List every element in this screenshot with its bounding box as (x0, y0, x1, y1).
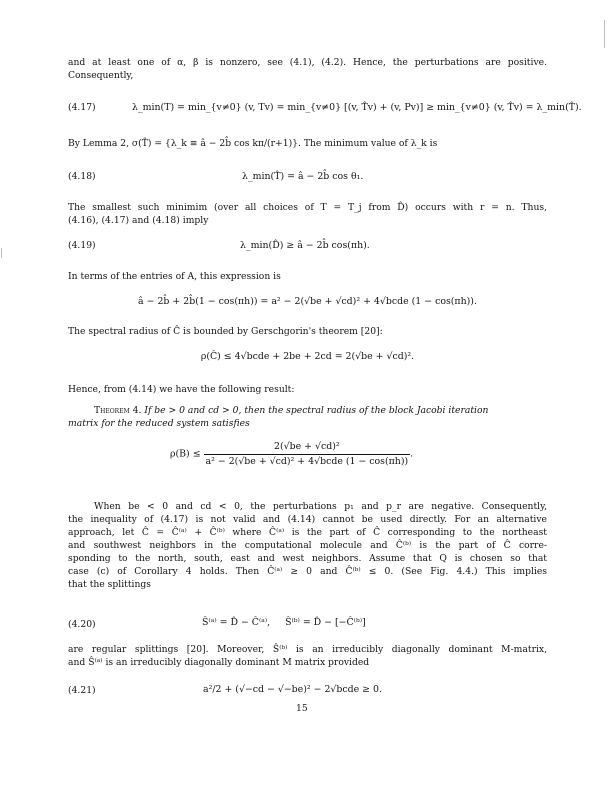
fraction (204, 441, 411, 468)
paragraph-line: In terms of the entries of A, this expression is (68, 271, 281, 282)
equation-number: (4.19) (68, 240, 96, 251)
paragraph-line: case (c) of Corollary 4 holds. Then Ĉ⁽ᵃ⁾ ≥ 0 and Ĉ⁽ᵇ⁾ ≤ 0. (See Fig. 4.4.) This implies (68, 566, 547, 577)
paragraph-line: and southwest neighbors in the computational molecule and Ĉ⁽ᵇ⁾ is the part of Ĉ corre- (68, 540, 547, 551)
scan-edge-mark (604, 20, 605, 48)
paragraph-line: are regular splittings [20]. Moreover, Ŝ⁽ᵇ⁾ is an irreducibly diagonally dominant M-matrix, (68, 644, 547, 655)
paragraph-line: sponding to the north, south, east and west neighbors. Assume that Q is chosen so that (68, 553, 547, 564)
paragraph-line: The spectral radius of Ĉ is bounded by Gerschgorin's theorem [20]: (68, 326, 383, 337)
equation-4-18: λ_min(T̂) = â − 2b̂ cos θ₁. (242, 171, 364, 182)
equation-4-20: Ŝ⁽ᵃ⁾ = D̂ − Ĉ⁽ᵃ⁾, Ŝ⁽ᵇ⁾ = D̂ − [−Ĉ⁽ᵇ⁾] (202, 617, 366, 628)
theorem-statement: If be > 0 and cd > 0, then the spectral radius of the block Jacobi iteration (144, 405, 489, 416)
paragraph-line: When be < 0 and cd < 0, the perturbations p₁ and p_r are negative. Consequently, (94, 501, 547, 512)
equation-4-21: a²/2 + (√−cd − √−be)² − 2√bcde ≥ 0. (203, 684, 382, 695)
paragraph-line: that the splittings (68, 579, 151, 590)
equation-number: (4.20) (68, 619, 96, 630)
paragraph-line: By Lemma 2, σ(T̂) = {λ_k ≡ â − 2b̂ cos kπ/(r+1)}. The minimum value of λ_k is (68, 138, 438, 149)
page-number: 15 (296, 703, 308, 714)
fraction-numerator: 2(√be + √cd)² (204, 441, 411, 455)
equation-gerschgorin: ρ(Ĉ) ≤ 4√bcde + 2be + 2cd = 2(√be + √cd)². (200, 351, 415, 362)
theorem-line (68, 404, 547, 417)
equation-number: (4.17) (68, 102, 96, 113)
paragraph-line: Hence, from (4.14) we have the following result: (68, 384, 295, 395)
equation-theorem-bound: ρ(B) ≤ $\frac{\text{2(√be + √cd)²}}{\text{a² − 2(√be + √cd)² + 4√bcde (1 − cos(πh))}}$ . (170, 441, 414, 467)
equation-4-19: λ_min(D̂) ≥ â − 2b̂ cos(πh). (240, 240, 370, 251)
equation-lhs: ρ(B) ≤ (170, 448, 201, 460)
paragraph-line: (4.16), (4.17) and (4.18) imply (68, 215, 209, 226)
equation-number: (4.21) (68, 685, 96, 696)
paragraph-line: The smallest such minimim (over all choices of T = T_j from D̂) occurs with r = n. Thus, (68, 202, 547, 213)
theorem-line: matrix for the reduced system satisfies (68, 418, 250, 429)
paragraph-line: Consequently, (68, 70, 134, 81)
fraction-denominator: a² − 2(√be + √cd)² + 4√bcde (1 − cos(πh)) (205, 456, 409, 467)
paragraph-line: and at least one of α, β is nonzero, see (4.1), (4.2). Hence, the perturbations are positive. (68, 57, 547, 68)
paragraph-line: the inequality of (4.17) is not valid and (4.14) cannot be used directly. For an alternative (68, 514, 547, 525)
equation-number: (4.18) (68, 171, 96, 182)
paragraph-line: and Ŝ⁽ᵃ⁾ is an irreducibly diagonally dominant M matrix provided (68, 657, 370, 668)
scan-edge-mark (1, 248, 2, 258)
equation-4-17: λ_min(T) = min_{v≠0} (v, Tv) = min_{v≠0} [(v, T̂v) + (v, Pv)] ≥ min_{v≠0} (v, T̂v) = λ_min(T̂). (132, 102, 582, 113)
equation-entries: â − 2b̂ + 2b̂(1 − cos(πh)) = a² − 2(√be + √cd)² + 4√bcde (1 − cos(πh)). (138, 296, 477, 307)
theorem-label: Theorem 4. (94, 405, 142, 416)
paragraph-line: approach, let Ĉ = Ĉ⁽ᵃ⁾ + Ĉ⁽ᵇ⁾ where Ĉ⁽ᵃ⁾ is the part of Ĉ corresponding to the northeast (68, 527, 547, 538)
